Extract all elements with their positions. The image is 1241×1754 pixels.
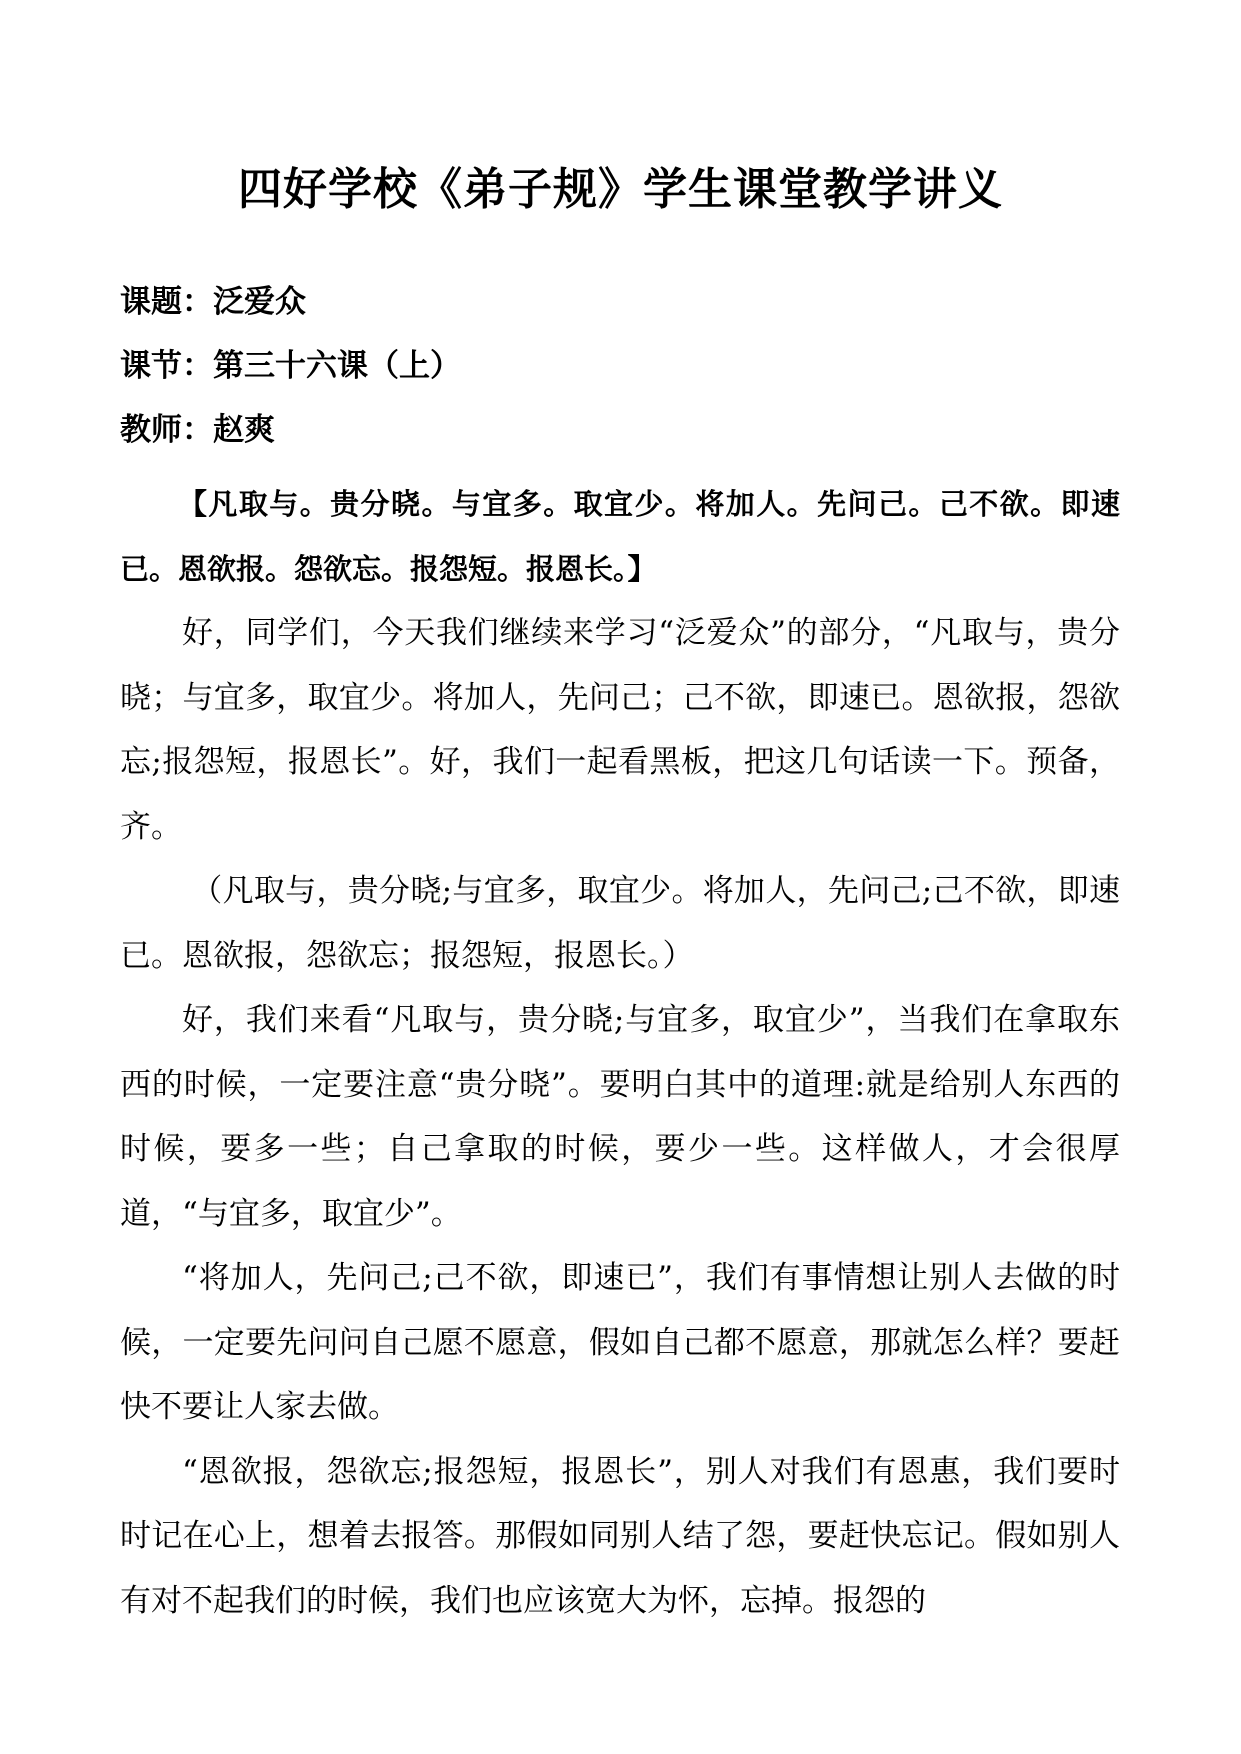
paragraph-recitation: （凡取与，贵分晓;与宜多，取宜少。将加人，先问己;己不欲，即速已。恩欲报，怨欲忘；报怨短，报恩长。）: [120, 873, 1120, 974]
lesson-number: 课节：第三十六课（上）: [120, 348, 461, 384]
page-title: 四好学校《弟子规》学生课堂教学讲义: [238, 164, 1003, 215]
paragraph-gratitude: “恩欲报，怨欲忘;报怨短，报恩长”，别人对我们有恩惠，我们要时时记在心上，想着去报答。那假如同别人结了怨，要赶快忘记。假如别人有对不起我们的时候，我们也应该宽大为怀，忘掉。报怨的: [120, 1453, 1120, 1619]
paragraph-giving-taking: 好，我们来看“凡取与，贵分晓;与宜多，取宜少”，当我们在拿取东西的时候，一定要注意“贵分晓”。要明白其中的道理:就是给别人东西的时候，要多一些；自己拿取的时候，要少一些。这样做人，才会很厚道，“与宜多，取宜少”。: [120, 1002, 1120, 1232]
lesson-teacher: 教师：赵爽: [120, 412, 275, 448]
lecture-body: [120, 472, 1120, 1633]
lesson-topic: 课题：泛爱众: [120, 284, 306, 320]
paragraph-intro: 好，同学们，今天我们继续来学习“泛爱众”的部分，“凡取与，贵分晓；与宜多，取宜少。将加人，先问己；己不欲，即速已。恩欲报，怨欲忘;报怨短，报恩长”。好，我们一起看黑板，把这几句话读一下。预备，齐。: [120, 615, 1120, 845]
verse-quote: 【凡取与。贵分晓。与宜多。取宜少。将加人。先问己。己不欲。即速已。恩欲报。怨欲忘。报怨短。报恩长。】: [120, 487, 1120, 586]
paragraph-ask-self: “将加人，先问己;己不欲，即速已”，我们有事情想让别人去做的时候，一定要先问问自己愿不愿意，假如自己都不愿意，那就怎么样？要赶快不要让人家去做。: [120, 1260, 1120, 1425]
